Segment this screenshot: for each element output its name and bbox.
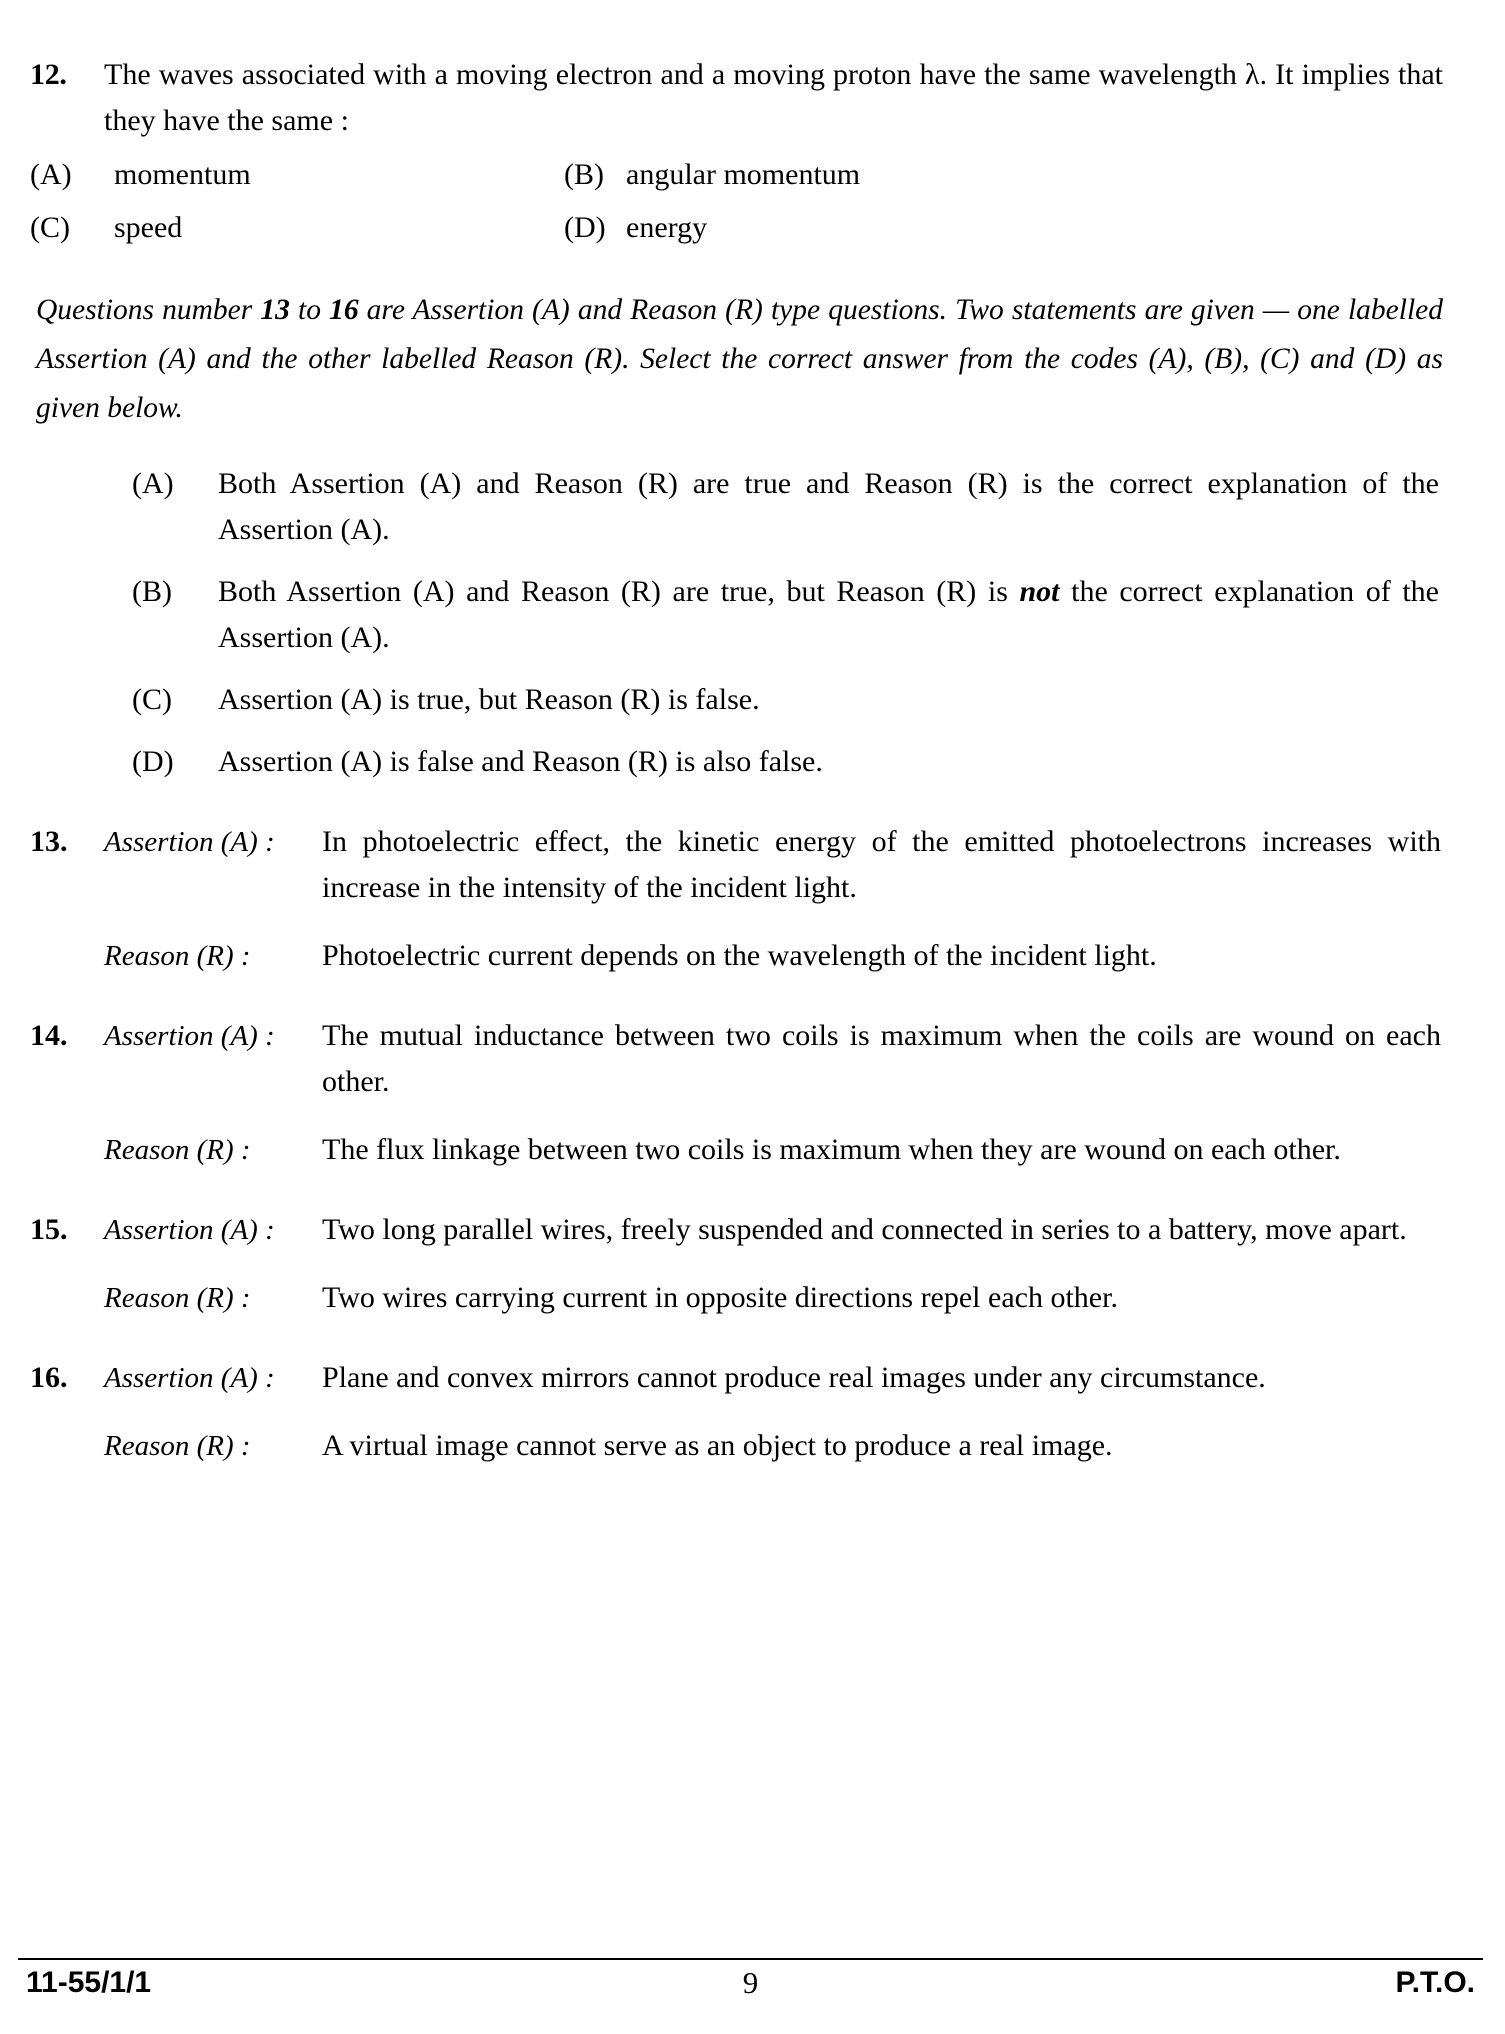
answer-code-c-tag: (C) xyxy=(132,683,172,716)
question-12-option-a[interactable] xyxy=(30,152,564,197)
answer-code-d-tag: (D) xyxy=(132,745,174,778)
question-12-stem: The waves associated with a moving electron and a moving proton have the same wavelength λ. It implies that they have the same : xyxy=(104,58,1443,137)
question-16-reason-label: Reason (R) : xyxy=(104,1430,251,1462)
answer-code-a[interactable] xyxy=(132,461,1443,553)
question-15-reason-label: Reason (R) : xyxy=(104,1282,251,1314)
option-a-label: momentum xyxy=(114,158,251,191)
answer-code-d-text xyxy=(218,739,1443,785)
answer-code-list xyxy=(30,461,1443,785)
turn-over-label: P.T.O. xyxy=(1395,1966,1475,1999)
answer-code-c[interactable] xyxy=(132,677,1443,723)
option-c-tag: (C) xyxy=(30,211,70,244)
paper-code: 11-55/1/1 xyxy=(26,1966,152,1999)
answer-code-a-text xyxy=(218,461,1443,553)
option-b-label: angular momentum xyxy=(626,158,861,191)
answer-code-a-tag: (A) xyxy=(132,467,174,500)
question-15-number: 15. xyxy=(30,1213,68,1246)
question-16-assertion-label: Assertion (A) : xyxy=(104,1362,275,1394)
footer-content xyxy=(26,1966,1475,2000)
answer-code-c-text xyxy=(218,677,1443,723)
question-14-reason-label: Reason (R) : xyxy=(104,1134,251,1166)
question-12 xyxy=(30,52,1443,144)
question-14-number: 14. xyxy=(30,1019,68,1052)
question-13-assertion-text: In photoelectric effect, the kinetic energy of the emitted photoelectrons increases with increase in the intensity of the incident light. xyxy=(322,825,1441,904)
question-13-number: 13. xyxy=(30,825,68,858)
instruction-part-3: are Assertion (A) and Reason (R) type questions. Two statements are given — one labelled Assertion (A) and the other labelled Reason (R). Select the correct answer from the codes (A), (B), (C) and (D) as given below. xyxy=(36,294,1443,424)
question-16 xyxy=(30,1355,1443,1469)
page-number: 9 xyxy=(742,1965,759,2000)
question-13-reason-label: Reason (R) : xyxy=(104,940,251,972)
answer-code-b-emphasis: not xyxy=(1019,575,1060,608)
instruction-range-start: 13 xyxy=(260,294,290,326)
question-16-reason xyxy=(30,1423,1443,1469)
question-12-option-b[interactable] xyxy=(564,152,1443,197)
question-12-option-d[interactable] xyxy=(564,205,1443,250)
question-12-number: 12. xyxy=(30,58,67,91)
question-15-reason-text: Two wires carrying current in opposite directions repel each other. xyxy=(322,1281,1118,1314)
question-16-assertion xyxy=(30,1355,1443,1401)
question-16-number: 16. xyxy=(30,1361,68,1394)
page-footer xyxy=(0,1958,1505,2034)
question-13 xyxy=(30,819,1443,979)
answer-code-b-text-after: the correct explanation of the Assertion (A). xyxy=(218,575,1439,654)
option-d-label: energy xyxy=(626,211,708,244)
option-d-tag: (D) xyxy=(564,211,606,244)
answer-code-b-tag: (B) xyxy=(132,575,172,608)
question-16-reason-text: A virtual image cannot serve as an object to produce a real image. xyxy=(322,1429,1113,1462)
answer-code-d-text-before: Assertion (A) is false and Reason (R) is also false. xyxy=(218,745,823,778)
answer-code-b-text-before: Both Assertion (A) and Reason (R) are true, but Reason (R) is xyxy=(218,575,1020,608)
answer-code-b-text xyxy=(218,569,1443,661)
option-a-tag: (A) xyxy=(30,158,72,191)
answer-code-a-text-before: Both Assertion (A) and Reason (R) are true and Reason (R) is the correct explanation of the Assertion (A). xyxy=(218,467,1439,546)
footer-divider xyxy=(18,1958,1483,1960)
question-13-reason-text: Photoelectric current depends on the wavelength of the incident light. xyxy=(322,939,1157,972)
question-15-assertion xyxy=(30,1207,1443,1253)
option-b-tag: (B) xyxy=(564,158,604,191)
question-13-reason xyxy=(30,933,1443,979)
assertion-reason-instruction xyxy=(30,286,1443,433)
answer-code-b[interactable] xyxy=(132,569,1443,661)
question-12-options-row-1 xyxy=(30,152,1443,197)
question-14-reason xyxy=(30,1127,1443,1173)
instruction-part-1: Questions number xyxy=(36,294,261,326)
question-15-assertion-label: Assertion (A) : xyxy=(104,1214,275,1246)
question-15 xyxy=(30,1207,1443,1321)
question-13-assertion-label: Assertion (A) : xyxy=(104,826,275,858)
question-16-assertion-text: Plane and convex mirrors cannot produce real images under any circumstance. xyxy=(322,1361,1266,1394)
answer-code-c-text-before: Assertion (A) is true, but Reason (R) is false. xyxy=(218,683,760,716)
question-14-reason-text: The flux linkage between two coils is maximum when they are wound on each other. xyxy=(322,1133,1341,1166)
question-14-assertion-label: Assertion (A) : xyxy=(104,1020,275,1052)
question-14-assertion xyxy=(30,1013,1443,1105)
question-12-options-row-2 xyxy=(30,205,1443,250)
option-c-label: speed xyxy=(114,211,183,244)
instruction-range-end: 16 xyxy=(329,294,359,326)
question-14 xyxy=(30,1013,1443,1173)
question-15-assertion-text: Two long parallel wires, freely suspended and connected in series to a battery, move apart. xyxy=(322,1213,1407,1246)
question-13-assertion xyxy=(30,819,1443,911)
question-12-option-c[interactable] xyxy=(30,205,564,250)
question-15-reason xyxy=(30,1275,1443,1321)
answer-code-d[interactable] xyxy=(132,739,1443,785)
instruction-part-2: to xyxy=(289,294,330,326)
question-14-assertion-text: The mutual inductance between two coils is maximum when the coils are wound on each other. xyxy=(322,1019,1441,1098)
